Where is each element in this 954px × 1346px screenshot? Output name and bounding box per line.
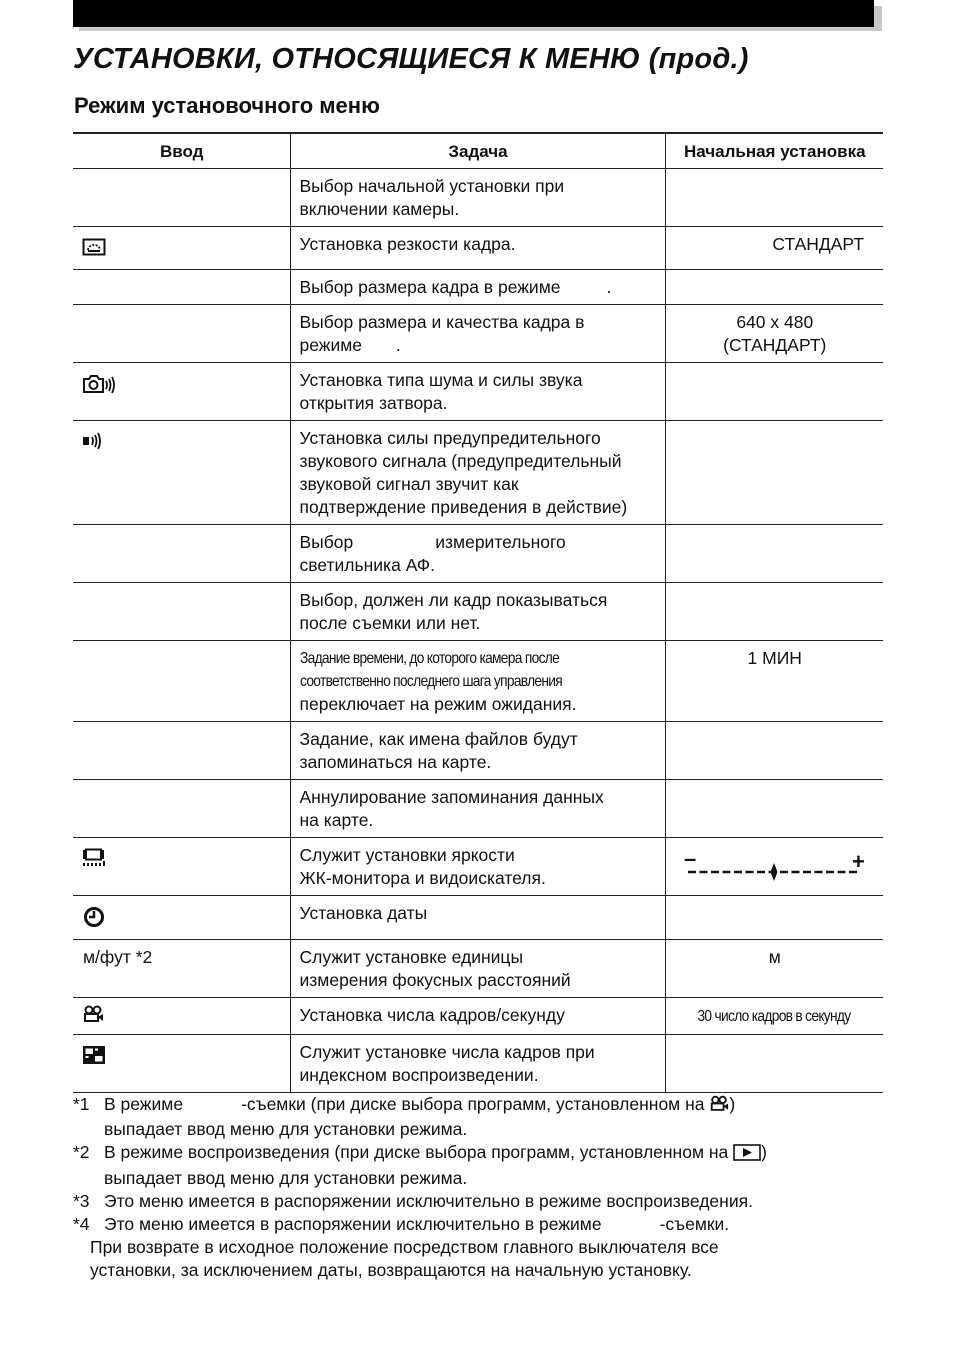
entry-cell [73,270,290,305]
footnote-2 [73,1141,873,1190]
initial-cell [665,896,883,940]
beep-icon [82,431,106,451]
task-cell [290,838,665,896]
footnote-text: выпадает ввод меню для установки режима. [104,1119,468,1139]
task-cell [290,998,665,1035]
task-cell [290,525,665,583]
table-row [73,838,883,896]
task-line: светильника АФ. [299,555,435,575]
header-bar [73,0,874,27]
task-line: Служит установке единицы [299,947,524,967]
task-line: ЖК-монитора и видоискателя. [299,868,546,888]
footnote-1 [73,1093,873,1141]
task-line: Установка типа шума и силы звука [299,370,583,390]
initial-cell: 1 МИН [665,641,883,722]
table-row [73,780,883,838]
brightness-min-symbol: – [683,852,696,871]
footnote-number: *2 [73,1142,90,1162]
task-line: Выбор, должен ли кадр показываться [299,590,608,610]
task-line: режиме [299,335,363,355]
task-line: Установка даты [299,903,428,923]
initial-cell [665,305,883,363]
task-line: после съемки или нет. [299,613,481,633]
table-row [73,940,883,998]
page-title: УСТАНОВКИ, ОТНОСЯЩИЕСЯ К МЕНЮ (прод.) [73,43,749,75]
reset-note [73,1236,873,1282]
entry-cell [73,896,290,940]
footnote-text: -съемки. [659,1214,730,1234]
task-cell [290,896,665,940]
initial-cell [665,722,883,780]
brightness-max-symbol: + [851,852,865,874]
task-line: индексном воспроизведении. [299,1065,539,1085]
task-cell [290,305,665,363]
play-icon [733,1144,761,1167]
shutter-sound-icon [82,373,116,395]
footnote-text: В режиме [104,1094,184,1114]
task-line-end: . [396,335,401,355]
table-row [73,421,883,525]
table-row [73,270,883,305]
task-cell [290,270,665,305]
table-row [73,641,883,722]
column-header-initial: Начальная установка [665,133,883,169]
task-line: Аннулирование запоминания данных [299,787,604,807]
initial-cell [665,998,883,1035]
initial-cell [665,780,883,838]
task-line: включении камеры. [299,199,460,219]
table-row [73,998,883,1035]
task-line: на карте. [299,810,374,830]
task-cell [290,227,665,270]
settings-table [73,132,883,1093]
table-row [73,722,883,780]
footnote-number: *3 [73,1191,90,1211]
column-header-task: Задача [290,133,665,169]
footnote-number: *4 [73,1214,90,1234]
table-header-row [73,133,883,169]
table-row [73,583,883,641]
initial-cell [665,421,883,525]
column-header-entry: Ввод [73,133,290,169]
initial-cell [665,1035,883,1093]
task-line: Установка числа кадров/секунду [299,1005,565,1025]
entry-cell [73,169,290,227]
entry-cell [73,525,290,583]
task-cell [290,363,665,421]
footnote-number: *1 [73,1094,90,1114]
task-line-end: . [606,277,612,297]
entry-cell [73,780,290,838]
entry-cell [73,641,290,722]
header-bar-shadow-bottom [79,27,882,31]
entry-cell [73,363,290,421]
initial-line: 640 x 480 [736,312,814,332]
date-icon [82,906,106,928]
task-line: Задание времени, до которого камера после [299,650,559,667]
entry-cell [73,305,290,363]
entry-cell [73,1035,290,1093]
entry-cell [73,722,290,780]
initial-cell: м [665,940,883,998]
task-line: звуковой сигнал звучит как [299,474,519,494]
entry-label: м/фут *2 [83,947,153,967]
task-line: Выбор размера кадра в режиме [299,277,561,297]
entry-cell [73,838,290,896]
brightness-scale [684,852,866,882]
task-line: Выбор размера и качества кадра в [299,312,585,332]
note-line: установки, за исключением даты, возвращаются на начальную установку. [90,1260,692,1280]
task-line: подтверждение приведения в действие) [299,497,628,517]
entry-cell [73,227,290,270]
table-row [73,169,883,227]
sharpness-icon [82,237,106,257]
entry-cell [73,940,290,998]
task-cell [290,780,665,838]
entry-cell [73,583,290,641]
entry-cell [73,421,290,525]
task-line: открытия затвора. [299,393,448,413]
index-icon [82,1045,106,1065]
initial-line: (СТАНДАРТ) [723,335,827,355]
brightness-icon [82,848,106,868]
initial-line: 30 число кадров в секунду [697,1008,851,1025]
footnote-text: ) [729,1094,736,1114]
task-cell [290,940,665,998]
task-line: Задание, как имена файлов будут [299,729,578,749]
initial-cell [665,270,883,305]
footnotes [73,1093,873,1282]
table-row [73,1035,883,1093]
initial-cell [665,525,883,583]
task-line: Служит установки яркости [299,845,515,865]
table-row [73,227,883,270]
footnote-text: Это меню имеется в распоряжении исключительно в режиме воспроизведения. [104,1191,753,1211]
movie-icon [82,1005,104,1023]
table-row [73,305,883,363]
table-row [73,525,883,583]
initial-cell [665,583,883,641]
task-line: измерения фокусных расстояний [299,970,571,990]
task-line: соответственно последнего шага управления [299,673,562,690]
task-cell [290,583,665,641]
footnote-text: Это меню имеется в распоряжении исключительно в режиме [104,1214,602,1234]
task-cell [290,169,665,227]
task-cell [290,722,665,780]
task-line: переключает на режим ожидания. [299,694,577,714]
footnote-text: выпадает ввод меню для установки режима. [104,1168,468,1188]
entry-cell [73,998,290,1035]
task-cell [290,641,665,722]
task-line: Выбор [299,532,354,552]
brightness-level-marker [770,863,777,881]
initial-cell [665,169,883,227]
movie-icon [709,1095,729,1118]
initial-cell [665,838,883,896]
task-line: звукового сигнала (предупредительный [299,451,622,471]
footnote-4 [73,1213,873,1236]
table-row [73,896,883,940]
initial-cell: СТАНДАРТ [665,227,883,270]
footnote-text: ) [761,1142,767,1162]
section-title: Режим установочного меню [74,93,380,118]
task-line: запоминаться на карте. [299,752,492,772]
table-row [73,363,883,421]
task-cell [290,421,665,525]
footnote-3 [73,1190,873,1213]
note-line: При возврате в исходное положение посредством главного выключателя все [90,1237,719,1257]
footnote-text: В режиме воспроизведения (при диске выбора программ, установленном на [104,1142,729,1162]
task-line: Установка резкости кадра. [299,234,516,254]
task-cell [290,1035,665,1093]
task-line: измерительного [435,532,566,552]
footnote-text: -съемки (при диске выбора программ, установленном на [241,1094,705,1114]
task-line: Выбор начальной установки при [299,176,565,196]
initial-cell [665,363,883,421]
task-line: Служит установке числа кадров при [299,1042,595,1062]
task-line: Установка силы предупредительного [299,428,601,448]
